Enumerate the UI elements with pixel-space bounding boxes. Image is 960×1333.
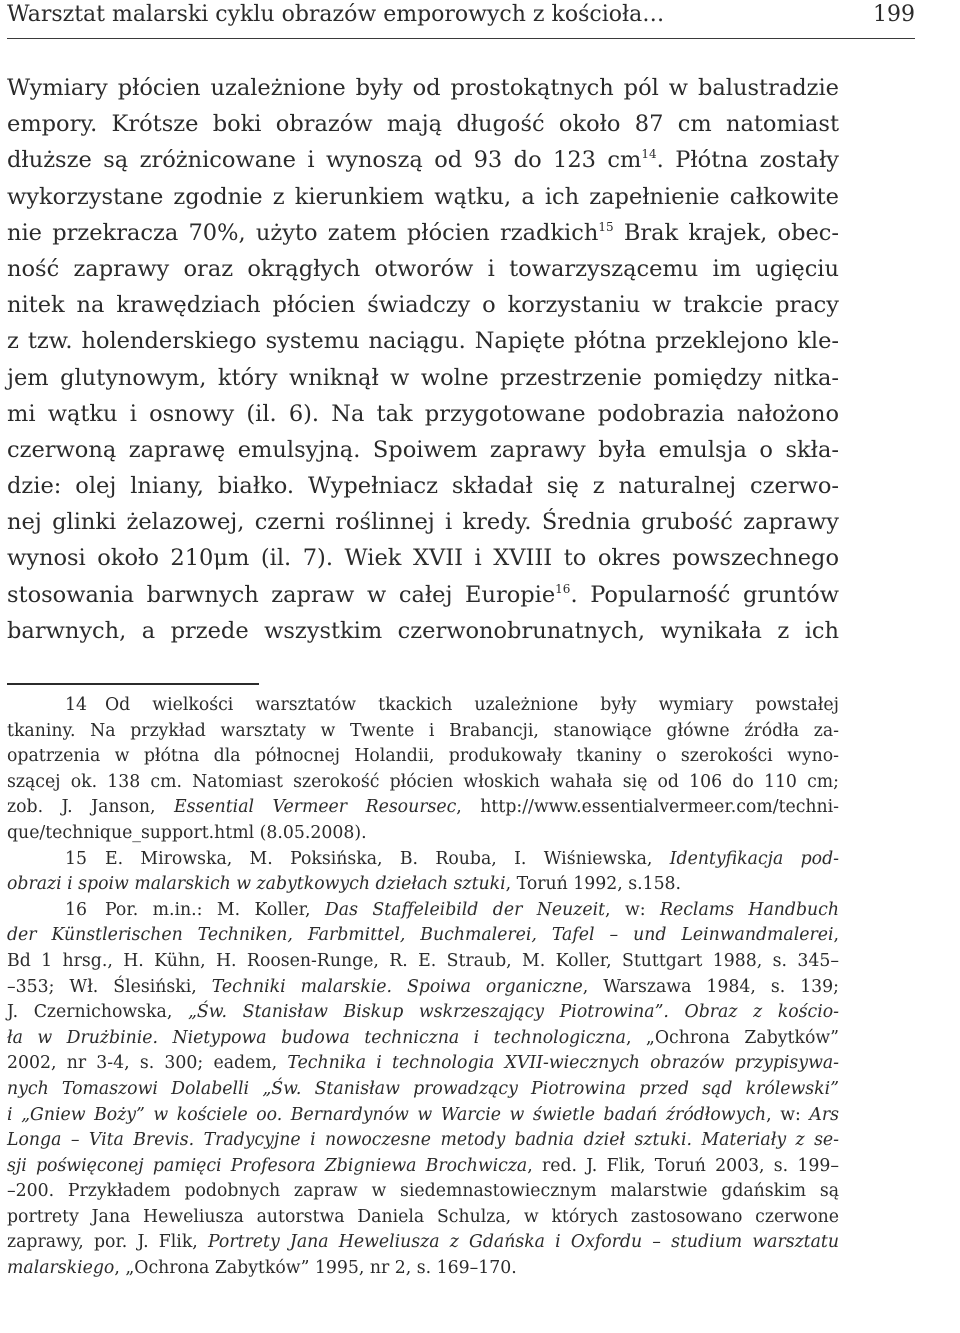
body-line: empory. Krótsze boki obrazów mają długość około 87 cm natomiast: [7, 111, 839, 138]
body-line: stosowania barwnych zapraw w całej Europie$^{16}$. Popularność gruntów: [7, 581, 839, 608]
footnote-line: 2002, nr 3-4, s. 300; eadem, Technika i technologia XVII-wiecznych obrazów przypisywa-: [7, 1053, 839, 1074]
body-line: z tzw. holenderskiego systemu naciągu. Napięte płótna przeklejono kle-: [7, 328, 839, 355]
header-rule: [7, 38, 915, 39]
footnote-line: 16 Por. m.in.: M. Koller, Das Staffeleibild der Neuzeit, w: Reclams Handbuch: [7, 898, 839, 924]
footnote-line: nych Tomaszowi Dolabelli „Św. Stanisław prowadzący Piotrowina przed sąd królewski”: [7, 1078, 839, 1099]
footnotes: [7, 693, 839, 1282]
body-line: mi wątku i osnowy (il. 6). Na tak przygotowane podobrazia nałożono: [7, 400, 839, 427]
footnote-line: der Künstlerischen Techniken, Farbmittel, Buchmalerei, Tafel – und Leinwandmalerei,: [7, 925, 839, 946]
footnote-number: 15: [65, 848, 87, 869]
footnote-ref[interactable]: 16: [555, 581, 571, 596]
footnote-line: i „Gniew Boży” w kościele oo. Bernardynów w Warcie w świetle badań źródłowych, w: Ars: [7, 1104, 839, 1125]
footnote-line: Longa – Vita Brevis. Tradycyjne i nowoczesne metody badnia dzieł sztuki. Materiały z se-: [7, 1130, 839, 1151]
body-line: Wymiary płócien uzależnione były od prostokątnych pól w balustradzie: [7, 75, 839, 101]
footnote-line: –200. Przykładem podobnych zapraw w siedemnastowiecznym malarstwie gdańskim są: [7, 1181, 839, 1202]
body-line: nitek na krawędziach płócien świadczy o korzystaniu w trakcie pracy: [7, 292, 839, 319]
body-line: wykorzystane zgodnie z kierunkiem wątku, a ich zapełnienie całkowite: [7, 183, 839, 210]
footnote-line: 15 E. Mirowska, M. Poksińska, B. Rouba, I. Wiśniewska, Identyfikacja pod-: [7, 847, 839, 873]
page-number: 199: [873, 2, 915, 27]
footnote-line: szącej ok. 138 cm. Natomiast szerokość płócien włoskich wahała się od 106 do 110 cm;: [7, 771, 839, 792]
body-line: jem glutynowym, który wniknął w wolne przestrzenie pomiędzy nitka-: [7, 364, 839, 391]
running-title: Warsztat malarski cyklu obrazów emporowych z kościoła…: [7, 2, 665, 27]
footnote-line: zob. J. Janson, Essential Vermeer Resoursec, http://www.essentialvermeer.com/techni-: [7, 797, 839, 818]
footnote-line: ła w Drużbinie. Nietypowa budowa techniczna i technologiczna, „Ochrona Zabytków”: [7, 1027, 840, 1048]
footnote-line: 14 Od wielkości warsztatów tkackich uzależnione były wymiary powstałej: [7, 693, 839, 719]
footnote-line: Bd 1 hrsg., H. Kühn, H. Roosen-Runge, R. E. Straub, M. Koller, Stuttgart 1988, s. 345–: [7, 950, 839, 971]
body-line: wynosi około 210μm (il. 7). Wiek XVII i XVIII to okres powszechnego: [7, 545, 839, 572]
footnote-line: zaprawy, por. J. Flik, Portrety Jana Heweliusza z Gdańska i Oxfordu – studium warsztatu: [7, 1232, 839, 1253]
footnote-line: opatrzenia w płótna dla północnej Holandii, produkowały tkaniny o szerokości wyno-: [7, 746, 839, 767]
footnote-line: malarskiego, „Ochrona Zabytków” 1995, nr 2, s. 169–170.: [7, 1258, 517, 1279]
body-line: barwnych, a przede wszystkim czerwonobrunatnych, wynikała z ich: [7, 617, 839, 644]
url-link[interactable]: que/technique_support.html (8.05.2008).: [7, 822, 367, 843]
body-line: nie przekracza 70%, użyto zatem płócien rzadkich$^{15}$ Brak krajek, obec-: [7, 219, 839, 246]
footnote-line: obrazi i spoiw malarskich w zabytkowych dziełach sztuki, Toruń 1992, s.158.: [7, 874, 682, 895]
footnote-ref[interactable]: 14: [641, 147, 657, 162]
footnote-line: J. Czernichowska, „Św. Stanisław Biskup wskrzeszający Piotrowina”. Obraz z kościo-: [7, 1002, 839, 1023]
footnote-separator: [7, 683, 259, 685]
footnote-line: sji poświęconej pamięci Profesora Zbigniewa Brochwicza, red. J. Flik, Toruń 2003, s. 199–: [7, 1155, 839, 1176]
footnote-line: –353; Wł. Ślesiński, Techniki malarskie. Spoiwa organiczne, Warszawa 1984, s. 139;: [7, 976, 839, 997]
footnote-line: portrety Jana Heweliusza autorstwa Daniela Schulza, w których zastosowano czerwone: [7, 1206, 839, 1227]
footnote-line: [7, 821, 839, 847]
body-line: dłuższe są zróżnicowane i wynoszą od 93 do 123 $cm^{14}$. Płótna zostały: [7, 147, 840, 174]
body-line: nej glinki żelazowej, czerni roślinnej i kredy. Średnia grubość zaprawy: [7, 509, 839, 536]
footnote-number: 14: [65, 695, 87, 715]
running-header: [7, 2, 915, 28]
body-text: [7, 70, 839, 649]
body-line: ność zaprawy oraz okrągłych otworów i towarzyszącemu im ugięciu: [7, 255, 839, 282]
body-line: dzie: olej lniany, białko. Wypełniacz składał się z naturalnej czerwo-: [7, 473, 839, 500]
footnote-line: tkaniny. Na przykład warsztaty w Twente i Brabancji, stanowiące główne źródła za-: [7, 720, 839, 741]
footnote-ref[interactable]: 15: [598, 219, 614, 234]
url-link[interactable]: , http://www.essentialvermeer.com/techni-: [456, 797, 839, 818]
body-line: czerwoną zaprawę emulsyjną. Spoiwem zaprawy była emulsja o skła-: [7, 436, 839, 463]
footnote-number: 16: [65, 899, 87, 920]
